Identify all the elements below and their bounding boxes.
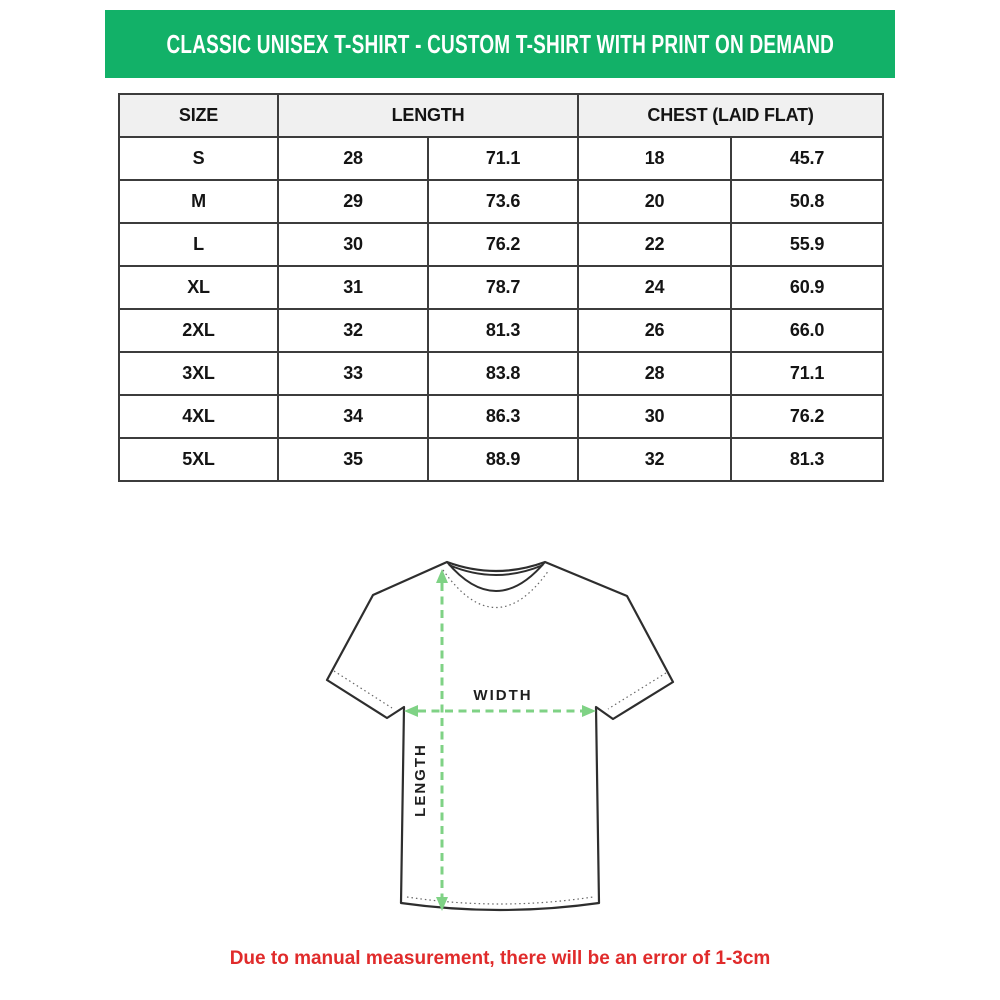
page-title: CLASSIC UNISEX T-SHIRT - CUSTOM T-SHIRT WITH PRINT ON DEMAND	[166, 28, 834, 59]
cell-chest-in: 28	[578, 352, 731, 395]
cell-size: 2XL	[119, 309, 278, 352]
table-row	[119, 309, 883, 352]
cell-length-cm: 86.3	[428, 395, 578, 438]
cell-chest-cm: 55.9	[731, 223, 883, 266]
cell-length-in: 30	[278, 223, 428, 266]
tshirt-outline	[327, 562, 673, 910]
cell-chest-cm: 45.7	[731, 137, 883, 180]
cell-length-in: 35	[278, 438, 428, 481]
tshirt-measurement-diagram	[300, 540, 700, 940]
cell-chest-in: 26	[578, 309, 731, 352]
cell-chest-in: 20	[578, 180, 731, 223]
cell-chest-cm: 60.9	[731, 266, 883, 309]
length-label: LENGTH	[412, 743, 429, 817]
table-header-row	[119, 94, 883, 137]
cell-chest-in: 30	[578, 395, 731, 438]
cell-chest-cm: 76.2	[731, 395, 883, 438]
header-size: SIZE	[119, 94, 278, 137]
cell-length-in: 34	[278, 395, 428, 438]
cell-length-cm: 78.7	[428, 266, 578, 309]
table-row	[119, 223, 883, 266]
cell-length-cm: 83.8	[428, 352, 578, 395]
cell-length-in: 28	[278, 137, 428, 180]
cell-size: 3XL	[119, 352, 278, 395]
title-banner	[105, 10, 895, 78]
table-row	[119, 395, 883, 438]
cell-size: S	[119, 137, 278, 180]
cell-chest-cm: 66.0	[731, 309, 883, 352]
cell-size: 5XL	[119, 438, 278, 481]
measurement-disclaimer: Due to manual measurement, there will be an error of 1-3cm	[229, 948, 771, 969]
cell-length-cm: 73.6	[428, 180, 578, 223]
cell-length-in: 29	[278, 180, 428, 223]
cell-chest-in: 24	[578, 266, 731, 309]
size-table	[118, 93, 884, 482]
table-row	[119, 352, 883, 395]
width-label: WIDTH	[473, 687, 533, 704]
cell-chest-in: 32	[578, 438, 731, 481]
cell-chest-in: 18	[578, 137, 731, 180]
table-row	[119, 438, 883, 481]
cell-size: XL	[119, 266, 278, 309]
cell-length-cm: 76.2	[428, 223, 578, 266]
cell-size: L	[119, 223, 278, 266]
cell-size: 4XL	[119, 395, 278, 438]
cell-length-in: 31	[278, 266, 428, 309]
cell-size: M	[119, 180, 278, 223]
cell-length-in: 32	[278, 309, 428, 352]
table-row	[119, 266, 883, 309]
cell-chest-cm: 71.1	[731, 352, 883, 395]
header-chest: CHEST (LAID FLAT)	[578, 94, 883, 137]
cell-chest-in: 22	[578, 223, 731, 266]
cell-length-cm: 88.9	[428, 438, 578, 481]
cell-length-cm: 71.1	[428, 137, 578, 180]
cell-chest-cm: 50.8	[731, 180, 883, 223]
cell-length-in: 33	[278, 352, 428, 395]
cell-length-cm: 81.3	[428, 309, 578, 352]
header-length: LENGTH	[278, 94, 578, 137]
table-row	[119, 180, 883, 223]
table-row	[119, 137, 883, 180]
cell-chest-cm: 81.3	[731, 438, 883, 481]
